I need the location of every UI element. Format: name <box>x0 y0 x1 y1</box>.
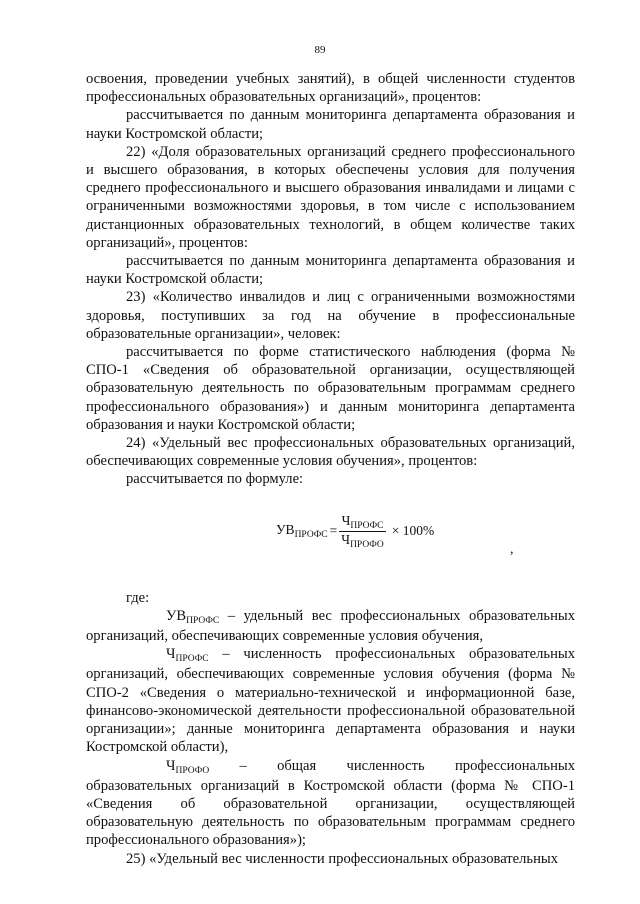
paragraph-indicator-22: 22) «Доля образовательных организаций среднего профессионального и высшего образования, в которых обеспечены условия для получения среднего профессионального и высшего образования инвалидами и лицами с ограниченными возможностями здоровья, в том числе с использованием дистанционных образовательных технологий, в общем количестве таких организаций», процентов: <box>86 143 575 251</box>
formula <box>276 513 434 550</box>
formula-numerator: $Ч_{ПРОФС}$ <box>341 512 384 531</box>
definition-ch-profs: $Ч_{ПРОФС}$ – численность профессиональных образовательных организаций, обеспечивающих современные условия обучения (форма № СПО-2 «Сведения о материально-технической и информационной базе, финансово-экономической деятельности профессиональной образовательной организации»; данные мониторинга департамента образования и науки Костромской области), <box>86 646 575 756</box>
formula-lhs: $УВ_{ПРОФС}$ <box>276 522 328 541</box>
paragraph-formula-intro: рассчитывается по формуле: <box>126 471 304 488</box>
paragraph-indicator-25: 25) «Удельный вес численности профессиональных образовательных <box>126 850 559 867</box>
formula-denominator: $Ч_{ПРОФО}$ <box>341 531 384 550</box>
page-number: 89 <box>314 44 326 56</box>
paragraph-where: где: <box>126 589 150 606</box>
definition-uv-profs: $УВ_{ПРОФС}$ – удельный вес профессиональных образовательных организаций, обеспечивающих современные условия обучения, <box>86 607 575 645</box>
formula-block <box>86 505 575 569</box>
formula-multiplier: × 100% <box>391 523 435 539</box>
paragraph-indicator-24: 24) «Удельный вес профессиональных образовательных организаций, обеспечивающих современные условия обучения», процентов: <box>86 435 575 470</box>
paragraph-calculation-note-23: рассчитывается по форме статистического наблюдения (форма № СПО-1 «Сведения об образовательной организации, осуществляющей образовательную деятельность по образовательным программам среднего профессионального образования») и данным мониторинга департамента образования и науки Костромской области; <box>86 344 575 433</box>
formula-comma: , <box>510 541 514 557</box>
formula-equals: = <box>329 523 338 539</box>
definition-term: $Ч_{ПРОФО}$ <box>166 757 210 776</box>
paragraph-continuation: освоения, проведении учебных занятий), в общей численности студентов профессиональных образовательных организаций», процентов: <box>86 71 575 106</box>
paragraph-calculation-note-21: рассчитывается по данным мониторинга департамента образования и науки Костромской области; <box>86 107 575 142</box>
document-body <box>86 70 575 868</box>
formula-fraction <box>339 513 386 550</box>
paragraph-calculation-note-22: рассчитывается по данным мониторинга департамента образования и науки Костромской области; <box>86 253 575 288</box>
definition-term: $Ч_{ПРОФС}$ <box>166 646 209 665</box>
paragraph-indicator-23: 23) «Количество инвалидов и лиц с ограниченными возможностями здоровья, поступивших за год на обучение в профессиональные образовательные организации», человек: <box>86 289 575 342</box>
definition-ch-profo: $Ч_{ПРОФО}$ – общая численность профессиональных образовательных организаций в Костромской области (форма № СПО-1 «Сведения об образовательной организации, осуществляющей образовательную деятельность по образовательным программам среднего профессионального образования»); <box>86 757 575 849</box>
definition-term: $УВ_{ПРОФС}$ <box>166 607 220 626</box>
